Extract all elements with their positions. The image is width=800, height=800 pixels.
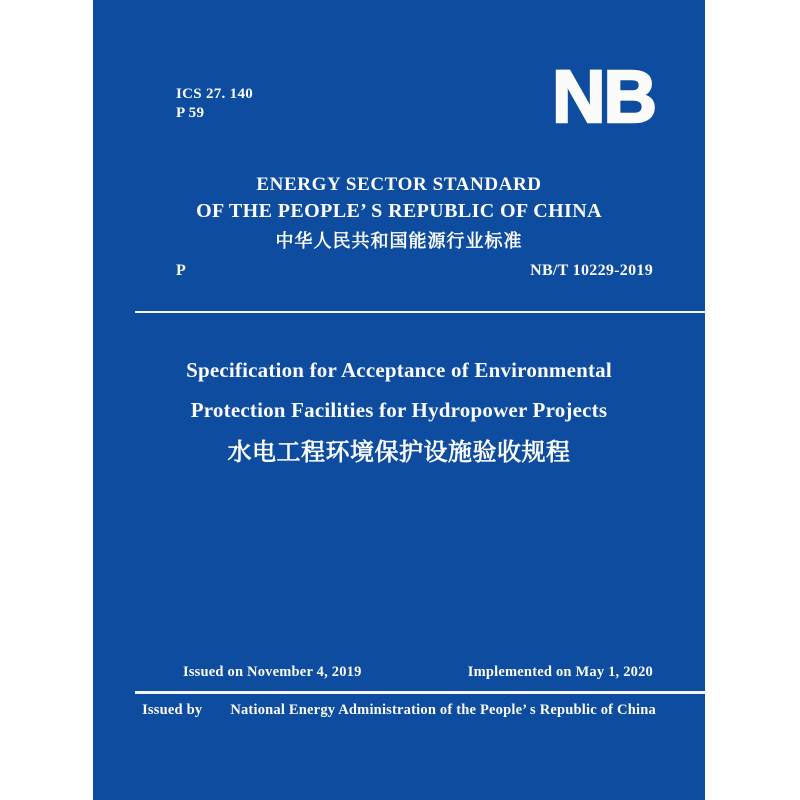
doc-category: P <box>176 262 187 279</box>
implemented-on-date: Implemented on May 1, 2020 <box>467 664 653 680</box>
masthead <box>93 172 705 255</box>
classification-code: P 59 <box>176 105 205 121</box>
ics-block <box>176 85 253 123</box>
ics-code: ICS 27. 140 <box>176 86 254 102</box>
issued-by-value: National Energy Administration of the People’ s Republic of China <box>230 702 656 718</box>
top-divider-line <box>135 311 705 313</box>
masthead-en-line2: OF THE PEOPLE’ S REPUBLIC OF CHINA <box>196 200 602 222</box>
standard-number: NB/T 10229-2019 <box>530 262 653 279</box>
title-block <box>93 350 705 470</box>
masthead-cn-line: 中华人民共和国能源行业标准 <box>275 231 523 251</box>
nb-logo: NB <box>552 55 655 138</box>
bottom-divider-line <box>135 691 705 694</box>
title-en-line2: Protection Facilities for Hydropower Projects <box>190 398 608 422</box>
title-en-line1: Specification for Acceptance of Environmental <box>186 358 612 382</box>
doc-ref-row <box>176 262 653 280</box>
issued-by-label: Issued by <box>142 702 203 718</box>
title-cn: 水电工程环境保护设施验收规程 <box>227 440 571 466</box>
issued-by-row <box>93 702 705 719</box>
standard-cover <box>93 0 705 800</box>
date-row <box>183 664 653 681</box>
masthead-en-line1: ENERGY SECTOR STANDARD <box>256 174 542 195</box>
issued-on-date: Issued on November 4, 2019 <box>183 664 362 680</box>
